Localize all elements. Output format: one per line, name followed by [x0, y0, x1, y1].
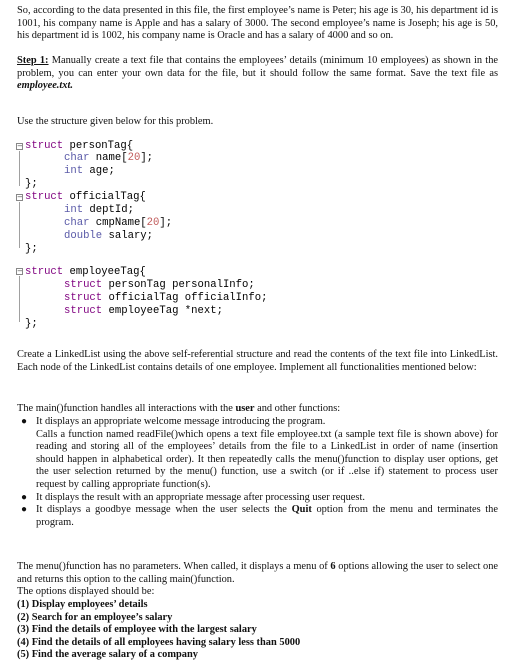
code-line: struct officialTag officialInfo; — [64, 292, 268, 304]
code-line: }; — [25, 243, 38, 255]
bullet-icon: ● — [21, 504, 28, 516]
option-item: (3) Find the details of employee with the largest salary — [17, 624, 257, 636]
code-line: struct employeeTag *next; — [64, 305, 223, 317]
menu-function-paragraph: The menu()function has no parameters. When called, it displays a menu of 6 options allowing the user to select one and returns this option to the calling main()function. — [17, 561, 498, 585]
option-item: (4) Find the details of all employees having salary less than 5000 — [17, 636, 301, 648]
code-line: struct employeeTag{ — [25, 266, 146, 278]
bullet-icon: ● — [21, 416, 28, 427]
code-line: }; — [25, 178, 38, 190]
fold-guide — [19, 202, 20, 248]
code-line: }; — [25, 318, 38, 330]
bullet-icon: ● — [21, 491, 28, 503]
option-item: (1) Display employees’ details — [17, 599, 148, 610]
fold-guide — [19, 276, 20, 322]
use-structure-text: Use the structure given below for this problem. — [17, 116, 214, 127]
option-item: (5) Find the average salary of a company — [17, 649, 198, 661]
list-item: ● It displays an appropriate welcome message introducing the program. Calls a function named readFile()which opens a text file employee.txt (a sample text file is shown above) for reading and storing all of the employees’ details from the file to a LinkedList in order of name (insertion should happen in alphabetical order). It then repeatedly calls the menu()function to display user options, get the user selection returned by the menu() function, use a switch (or if ..else if) statement to process user request by calling appropriate function(s). — [21, 416, 498, 490]
main-function-bullets — [17, 416, 498, 529]
code-line: struct officialTag{ — [25, 191, 146, 203]
linkedlist-paragraph: Create a LinkedList using the above self-referential structure and read the contents of the text file into LinkedList. Each node of the LinkedList contains details of one employee. Implement all functionalities mentioned below: — [17, 349, 498, 373]
step-label: Step 1: — [17, 55, 49, 66]
step-text: Manually create a text file that contains the employees’ details (minimum 10 employees) as shown in the problem, you can enter your own data for the file, but it should follow the same format. Save the text file as — [17, 55, 499, 79]
fold-guide — [19, 151, 20, 186]
main-function-lead: The main()function handles all interactions with the user and other functions: — [17, 403, 341, 414]
fold-collapse-icon[interactable]: − — [17, 142, 23, 150]
code-line: int age; — [64, 165, 115, 177]
list-item: ● It displays a goodbye message when the user selects the Quit option from the menu and terminates the program. — [21, 504, 498, 528]
list-item: ● It displays the result with an appropriate message after processing user request. — [21, 491, 365, 503]
option-item: (2) Search for an employee’s salary — [17, 611, 173, 623]
fold-collapse-icon[interactable]: − — [17, 193, 23, 201]
code-line: char cmpName[20]; — [64, 217, 173, 229]
code-line: struct personTag{ — [25, 140, 134, 152]
step-filename: employee.txt. — [17, 80, 73, 92]
step-1-paragraph — [17, 55, 498, 93]
intro-paragraph: So, according to the data presented in this file, the first employee’s name is Peter; his age is 30, his department id is 1001, his company name is Apple and has a salary of 3000. The second employee’s name is Joseph; his age is 50, his department id is 1002, his company name is Oracle and has a salary of 4000 and so on. — [17, 5, 498, 42]
options-list — [17, 599, 300, 662]
code-line: int deptId; — [64, 204, 134, 216]
options-intro: The options displayed should be: — [17, 586, 155, 597]
code-line: struct personTag personalInfo; — [64, 279, 255, 291]
code-line: double salary; — [64, 230, 154, 242]
code-line: char name[20]; — [64, 152, 154, 164]
fold-collapse-icon[interactable]: − — [17, 267, 23, 275]
